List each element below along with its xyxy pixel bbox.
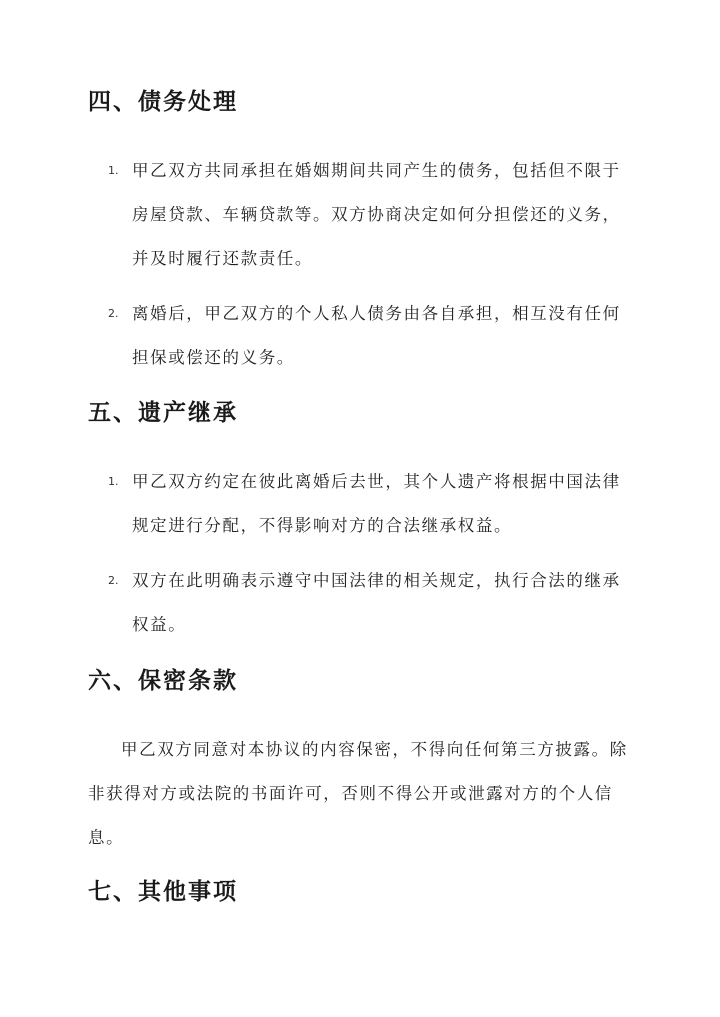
list-item [88,559,632,647]
list-item-text: 甲乙双方共同承担在婚姻期间共同产生的债务，包括但不限于房屋贷款、车辆贷款等。双方协商决定如何分担偿还的义务，并及时履行还款责任。 [132,161,621,268]
section-confidentiality [88,661,648,860]
numbered-list [88,460,648,647]
list-number: 1. [108,475,119,488]
section-other-matters [88,872,648,912]
numbered-list [88,149,648,380]
list-item-text: 离婚后，甲乙双方的个人私人债务由各自承担，相互没有任何担保或偿还的义务。 [132,304,621,367]
section-heading: 五、遗产继承 [88,400,238,426]
section-inheritance [88,393,648,647]
paragraph-text: 甲乙双方同意对本协议的内容保密，不得向任何第三方披露。除非获得对方或法院的书面许可，否则不得公开或泄露对方的个人信息。 [88,740,628,847]
list-item-text: 甲乙双方约定在彼此离婚后去世，其个人遗产将根据中国法律规定进行分配，不得影响对方的合法继承权益。 [132,472,621,535]
section-heading: 七、其他事项 [88,879,238,905]
list-number: 2. [108,574,119,587]
section-debt [88,82,648,380]
list-item [88,149,632,281]
list-item [88,292,632,380]
list-number: 2. [108,307,119,320]
list-item [88,460,632,548]
list-item-text: 双方在此明确表示遵守中国法律的相关规定，执行合法的继承权益。 [132,571,621,634]
list-number: 1. [108,164,119,177]
section-heading: 四、债务处理 [88,89,238,115]
section-heading: 六、保密条款 [88,668,238,694]
